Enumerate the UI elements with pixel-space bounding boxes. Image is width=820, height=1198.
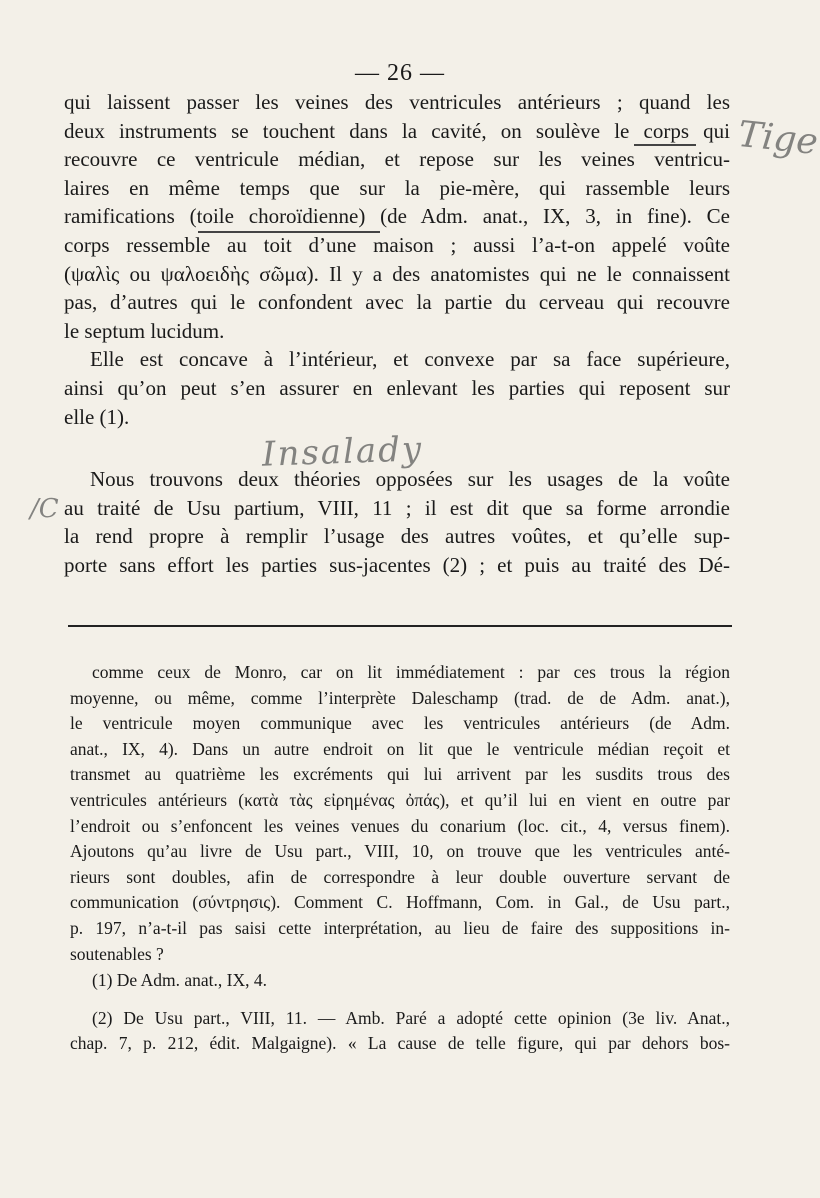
main-line: ramifications (toile choroïdienne) (de Adm. anat., IX, 3, in fine). Ce xyxy=(64,204,730,229)
footnote-line: moyenne, ou même, comme l’interprète Daleschamp (trad. de de Adm. anat.), xyxy=(70,687,730,708)
main-line: la rend propre à remplir l’usage des autres voûtes, et qu’elle sup- xyxy=(64,524,730,549)
footnote-line: le ventricule moyen communique avec les ventricules antérieurs (de Adm. xyxy=(70,713,730,734)
main-line: Nous trouvons deux théories opposées sur les usages de la voûte xyxy=(90,467,730,492)
footnotes xyxy=(70,968,730,1057)
margin-annotation-left: /C xyxy=(30,494,59,524)
main-line: au traité de Usu partium, VIII, 11 ; il est dit que sa forme arrondie xyxy=(64,495,730,520)
footnote-line: rieurs sont doubles, afin de correspondre à leur double ouverture servant de xyxy=(70,866,730,887)
footnote-1: (1) De Adm. anat., IX, 4. xyxy=(92,970,267,990)
footnote-line: soutenables ? xyxy=(70,943,164,964)
pencil-underline xyxy=(634,144,696,146)
footnote-line: transmet au quatrième les excréments qui lui arrivent par les susdits trous des xyxy=(70,764,730,785)
main-line: deux instruments se touchent dans la cavité, on soulève le corps qui xyxy=(64,118,730,143)
main-line: (ψαλὶς ou ψαλοειδὴς σῶμα). Il y a des anatomistes qui ne le connaissent xyxy=(64,261,730,286)
footnote-line: communication (σύντρησις). Comment C. Hoffmann, Com. in Gal., de Usu part., xyxy=(70,892,730,913)
footnote-2: (2) De Usu part., VIII, 11. — Amb. Paré a adopté cette opinion (3e liv. Anat., xyxy=(92,1007,730,1028)
handwritten-annotation: Insalady xyxy=(261,429,424,475)
page-number: — 26 — xyxy=(355,60,445,86)
main-line: recouvre ce ventricule médian, et repose sur les veines ventricu- xyxy=(64,147,730,172)
footnote-line: l’endroit ou s’enfoncent les veines venues du conarium (loc. cit., 4, versus finem). xyxy=(70,815,730,836)
footnote-line: ventricules antérieurs (κατὰ τὰς εἰρημένας ὀπάς), et qu’il lui en vient en outre par xyxy=(70,789,730,810)
main-line: le septum lucidum. xyxy=(64,318,225,343)
footnote-2-continued: chap. 7, p. 212, édit. Malgaigne). « La cause de telle figure, qui par dehors bos- xyxy=(70,1033,730,1054)
main-line: laires en même temps que sur la pie-mère, qui rassemble leurs xyxy=(64,175,730,200)
footnote-line: anat., IX, 4). Dans un autre endroit on lit que le ventricule médian reçoit et xyxy=(70,738,730,759)
main-line: ainsi qu’on peut s’en assurer en enlevant les parties qui reposent sur xyxy=(64,375,730,400)
footnote-line: p. 197, n’a-t-il pas saisi cette interprétation, au lieu de faire des suppositions in- xyxy=(70,917,730,938)
footnote-continuation xyxy=(70,660,730,967)
main-line: elle (1). xyxy=(64,404,130,429)
pencil-underline xyxy=(198,231,380,233)
main-line: pas, d’autres qui le confondent avec la partie du cerveau qui recouvre xyxy=(64,290,730,315)
margin-annotation-right: Tige xyxy=(736,113,820,164)
footnote-separator xyxy=(68,625,732,627)
footnote-line: comme ceux de Monro, car on lit immédiatement : par ces trous la région xyxy=(92,662,730,682)
main-line: corps ressemble au toit d’une maison ; aussi l’a-t-on appelé voûte xyxy=(64,232,730,257)
footnote-line: Ajoutons qu’au livre de Usu part., VIII, 10, on trouve que les ventricules anté- xyxy=(70,841,730,862)
main-line: Elle est concave à l’intérieur, et convexe par sa face supérieure, xyxy=(90,347,730,372)
main-text xyxy=(64,88,730,580)
main-line: qui laissent passer les veines des ventricules antérieurs ; quand les xyxy=(64,90,730,114)
main-line: porte sans effort les parties sus-jacentes (2) ; et puis au traité des Dé- xyxy=(64,552,730,577)
